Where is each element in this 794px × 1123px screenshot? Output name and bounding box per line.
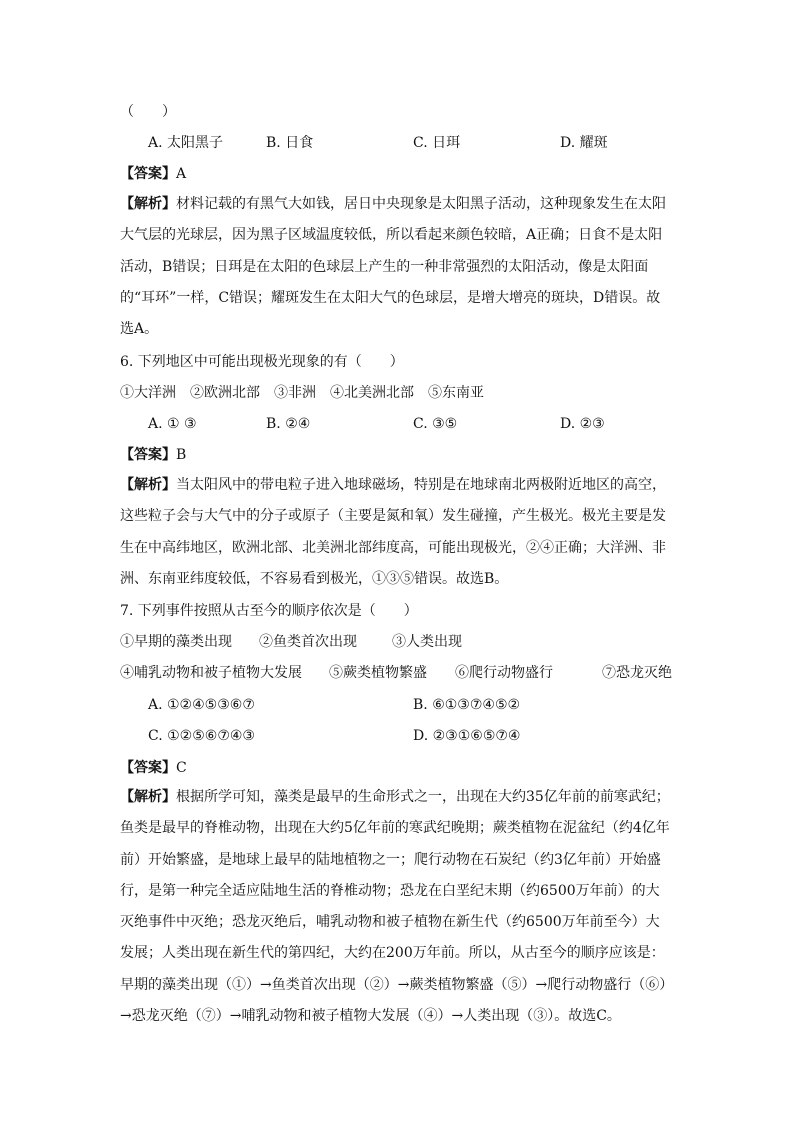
q7-item-6: ⑥爬行动物盛行: [455, 665, 553, 681]
answer-label: 【答案】: [120, 166, 176, 182]
q6-answer: [120, 445, 690, 465]
q7-answer: [120, 758, 690, 778]
answer-value: C: [176, 760, 187, 776]
q5-answer: [120, 164, 690, 184]
q6-stem: 6. 下列地区中可能出现极光现象的有（ ）: [120, 354, 404, 370]
q7-item-2: ②鱼类首次出现: [259, 634, 357, 650]
q7-item-1: ①早期的藻类出现: [120, 634, 232, 650]
q7-item-5: ⑤蕨类植物繁盛: [329, 665, 427, 681]
analysis-label: 【解析】: [120, 196, 176, 212]
q7-item-4: ④哺乳动物和被子植物大发展: [120, 665, 302, 681]
q5-stem-tail: （ ）: [120, 104, 176, 120]
q5-option-c: C. 日珥: [413, 135, 461, 151]
q7-item-7: ⑦恐龙灭绝: [602, 665, 672, 681]
q6-items: ①大洋洲 ②欧洲北部 ③非洲 ④北美洲北部 ⑤东南亚: [120, 385, 484, 401]
q6-analysis: [120, 470, 672, 595]
answer-label: 【答案】: [120, 447, 176, 463]
answer-value: B: [176, 447, 187, 463]
analysis-text: 材料记载的有黑气大如钱，居日中央现象是太阳黑子活动，这种现象发生在太阳大气层的光球层，因为黑子区域温度较低，所以看起来颜色较暗，A正确；日食不是太阳活动，B错误；日珥是在太阳的色球层上产生的一种非常强烈的太阳活动，像是太阳面的“耳环”一样，C错误；耀斑发生在太阳大气的色球层，是增大增亮的斑块，D错误。故选A。: [120, 196, 666, 338]
q5-analysis: [120, 189, 672, 345]
q7-stem: 7. 下列事件按照从古至今的顺序依次是（ ）: [120, 603, 418, 619]
q6-option-c: C. ③⑤: [413, 416, 458, 432]
q7-option-d: D. ②③①⑥⑤⑦④: [413, 728, 521, 744]
q5-option-b: B. 日食: [266, 135, 314, 151]
analysis-label: 【解析】: [120, 789, 176, 805]
q7-option-b: B. ⑥①③⑦④⑤②: [413, 697, 521, 713]
q6-option-b: B. ②④: [266, 416, 311, 432]
q6-option-d: D. ②③: [560, 416, 605, 432]
q7-item-3: ③人类出现: [392, 634, 462, 650]
q7-analysis: [120, 782, 672, 1032]
q7-option-c: C. ①②⑤⑥⑦④③: [148, 728, 255, 744]
answer-value: A: [176, 166, 187, 182]
analysis-text: 当太阳风中的带电粒子进入地球磁场，特别是在地球南北两极附近地区的高空，这些粒子会与大气中的分子或原子（主要是氮和氧）发生碰撞，产生极光。极光主要是发生在中高纬地区，欧洲北部、北美洲北部纬度高，可能出现极光，②④正确；大洋洲、非洲、东南亚纬度较低，不容易看到极光，①③⑤错误。故选B。: [120, 477, 666, 587]
analysis-text: 根据所学可知，藻类是最早的生命形式之一，出现在大约35亿年前的前寒武纪；鱼类是最早的脊椎动物，出现在大约5亿年前的寒武纪晚期；蕨类植物在泥盆纪（约4亿年前）开始繁盛，是地球上最早的陆地植物之一；爬行动物在石炭纪（约3亿年前）开始盛行，是第一种完全适应陆地生活的脊椎动物；恐龙在白垩纪末期（约6500万年前）的大灭绝事件中灭绝；恐龙灭绝后，哺乳动物和被子植物在新生代（约6500万年前至今）大发展；人类出现在新生代的第四纪，大约在200万年前。所以，从古至今的顺序应该是：早期的藻类出现（①）→鱼类首次出现（②）→蕨类植物繁盛（⑤）→爬行动物盛行（⑥）→恐龙灭绝（⑦）→哺乳动物和被子植物大发展（④）→人类出现（③）。故选C。: [120, 789, 670, 1025]
answer-label: 【答案】: [120, 760, 176, 776]
q5-option-d: D. 耀斑: [560, 135, 608, 151]
q6-option-a: A. ① ③: [148, 416, 197, 432]
analysis-label: 【解析】: [120, 477, 176, 493]
q5-option-a: A. 太阳黑子: [148, 135, 224, 151]
q7-option-a: A. ①②④⑤③⑥⑦: [148, 697, 255, 713]
